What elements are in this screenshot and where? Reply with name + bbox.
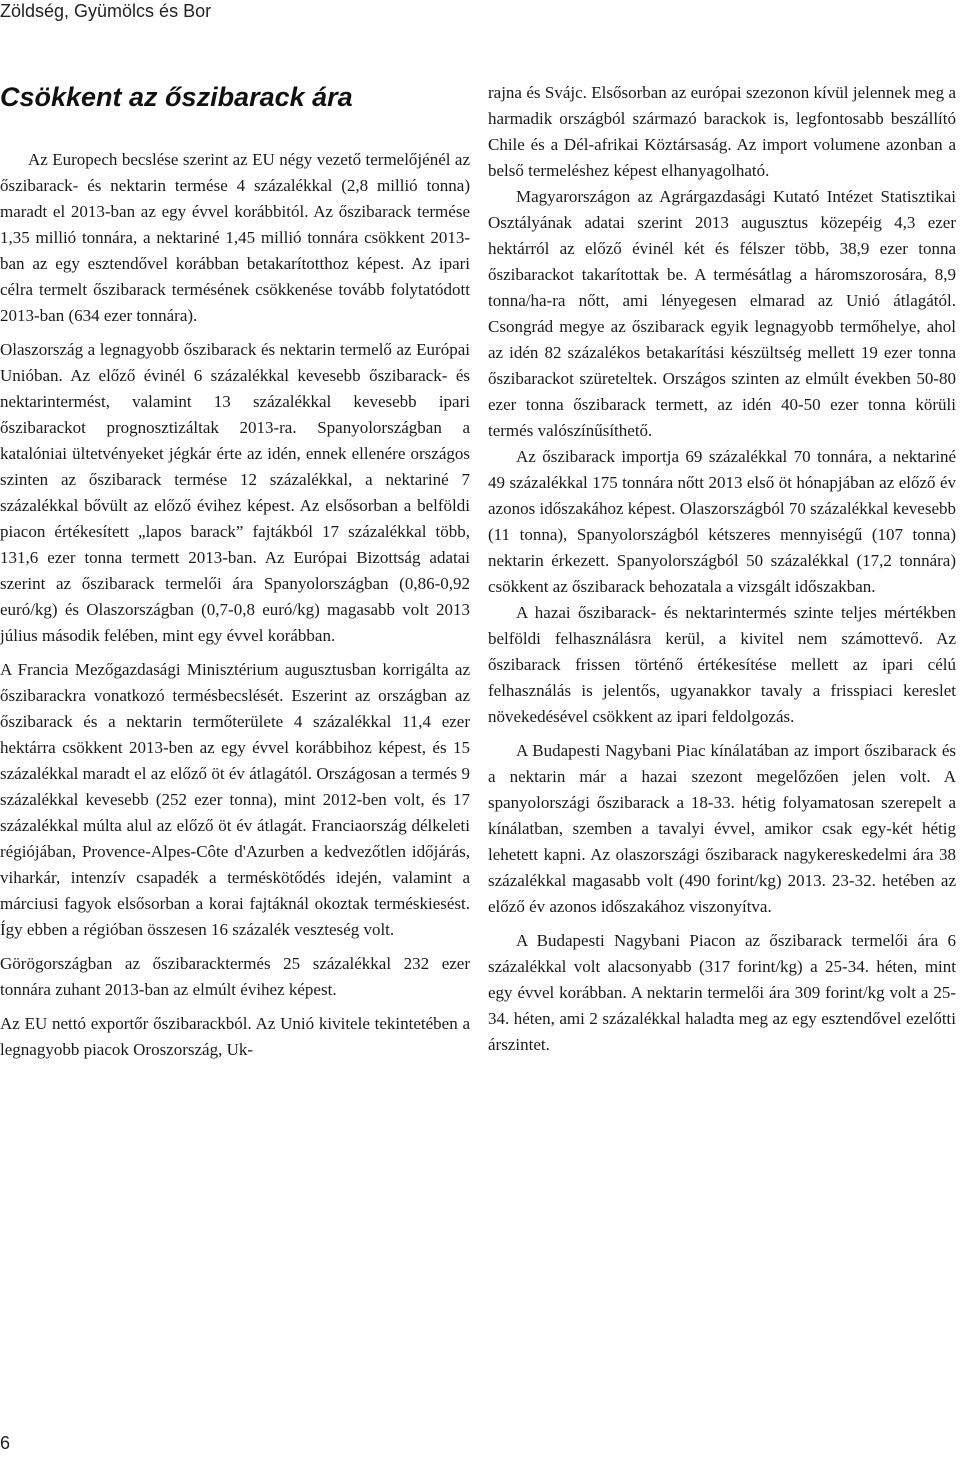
running-header-title: Zöldség, Gyümölcs és Bor: [0, 1, 212, 21]
paragraph-domestic-use: A hazai őszibarack- és nektarintermés szinte teljes mértékben belföldi felhasználásra kerül, a kivitel nem számottevő. Az őszibarack frissen történő értékesítése mellett az ipari célú felhasználás is jelentős, ugyanakkor tavaly a frisspiaci kereslet növekedésével csökkent az ipari feldolgozás.: [488, 603, 956, 726]
paragraph-hungary-harvest: Magyarországon az Agrárgazdasági Kutató Intézet Statisztikai Osztályának adatai szerint 2013 augusztus közepéig 4,3 ezer hektárról az előző évinél két és félszer több, 38,9 ezer tonna őszibarackot takarítottak be. A termésátlag a háromszorosára, 8,9 tonna/ha-ra nőtt, ami lényegesen elmarad az Unió átlagától. Csongrád megye az őszibarack egyik legnagyobb termőhelye, ahol az idén 82 százalékos betakarítási készültség mellett 19 ezer tonna őszibarackot szüreteltek. Országos szinten az elmúlt években 50-80 ezer tonna őszibarack termett, az idén 40-50 ezer tonna körüli termés valószínűsíthető.: [488, 187, 956, 440]
paragraph-budapest-producer-price: A Budapesti Nagybani Piacon az őszibarack termelői ára 6 százalékkal volt alacsonyabb (317 forint/kg) a 25-34. héten, mint egy évvel korábban. A nektarin termelői ára 309 forint/kg volt a 25-34. héten, ami 2 százalékkal haladta meg az egy esztendővel ezelőtti árszintet.: [488, 931, 956, 1054]
article-right-column: [488, 80, 956, 1058]
article-left-column: [0, 147, 470, 1063]
paragraph-budapest-market-offer: A Budapesti Nagybani Piac kínálatában az import őszibarack és a nektarin már a hazai szezont megelőzően jelen volt. A spanyolországi őszibarack a 18-33. hétig folyamatosan szerepelt a kínálatban, szemben a tavalyi évvel, amikor csak egy-két hétig lehetett kapni. Az olaszországi őszibarack nagykereskedelmi ára 38 százalékkal magasabb volt (490 forint/kg) 2013. 23-32. hetében az előző év azonos időszakához viszonyítva.: [488, 741, 956, 916]
paragraph-france: A Francia Mezőgazdasági Minisztérium augusztusban korrigálta az őszibarackra vonatkozó termésbecslését. Eszerint az országban az őszibarack és a nektarin termőterülete 4 százalékkal 11,4 ezer hektárra csökkent 2013-ben az egy évvel korábbihoz képest, és 15 százalékkal maradt el az előző öt év átlagától. Országosan a termés 9 százalékkal kevesebb (252 ezer tonna), mint 2012-ben volt, és 17 százalékkal múlta alul az előző öt év átlagát. Franciaország délkeleti régiójában, Provence-Alpes-Côte d'Azurben a kedvezőtlen időjárás, viharkár, intenzív csapadék a terméskötődés idején, valamint a márciusi fagyok elsősorban a korai fajtáknál okoztak terméskiesést. Így ebben a régióban összesen 16 százalék veszteség volt.: [0, 660, 470, 939]
article-title: Csökkent az őszibarack ára: [0, 82, 353, 112]
paragraph-import: Az őszibarack importja 69 százalékkal 70 tonnára, a nektariné 49 százalékkal 175 tonnára nőtt 2013 első öt hónapjában az előző év azonos időszakához képest. Olaszországból 70 százalékkal kevesebb (11 tonna), Spanyolországból kétszeres mennyiségű (107 tonna) nektarin érkezett. Spanyolországból 50 százalékkal (17,2 tonnára) csökkent az őszibarack behozatala a vizsgált időszakban.: [488, 447, 956, 596]
page-number: 6: [0, 1433, 11, 1453]
paragraph-italy-spain: Olaszország a legnagyobb őszibarack és nektarin termelő az Európai Unióban. Az előző évinél 6 százalékkal kevesebb őszibarack- és nektarintermést, valamint 13 százalékkal kevesebb ipari őszibarackot prognosztizáltak 2013-ra. Spanyolországban a katalóniai ültetvényeket jégkár érte az idén, ennek ellenére országos szinten az őszibarack termése 12 százalékkal, a nektariné 7 százalékkal bővült az előző évihez képest. Az elsősorban a belföldi piacon értékesített „lapos barack” fajtákból 17 százalékkal több, 131,6 ezer tonna termett 2013-ban. Az Európai Bizottság adatai szerint az őszibarack termelői ára Spanyolországban (0,86-0,92 euró/kg) és Olaszországban (0,7-0,8 euró/kg) magasabb volt 2013 július második felében, mint egy évvel korábban.: [0, 340, 470, 645]
paragraph-greece: Görögországban az őszibaracktermés 25 százalékkal 232 ezer tonnára zuhant 2013-ban az elmúlt évihez képest.: [0, 954, 470, 999]
paragraph-eu-harvest-estimate: Az Europech becslése szerint az EU négy vezető termelőjénél az őszibarack- és nektarin termése 4 százalékkal (2,8 millió tonna) maradt el 2013-ban az egy évvel korábbitól. Az őszibarack termése 1,35 millió tonnára, a nektariné 1,45 millió tonnára csökkent 2013-ban az egy esztendővel korábban betakarítotthoz képest. Az ipari célra termelt őszibarack termésének csökkenése tovább folytatódott 2013-ban (634 ezer tonnára).: [0, 150, 470, 325]
paragraph-eu-export: Az EU nettó exportőr őszibarackból. Az Unió kivitele tekintetében a legnagyobb piacok Oroszország, Uk-: [0, 1014, 470, 1059]
paragraph-eu-export-continued: rajna és Svájc. Elsősorban az európai szezonon kívül jelennek meg a harmadik országból származó barackok is, legfontosabb beszállító Chile és a Dél-afrikai Köztársaság. Az import volumene azonban a belső termeléshez képest elhanyagolható.: [488, 83, 956, 180]
